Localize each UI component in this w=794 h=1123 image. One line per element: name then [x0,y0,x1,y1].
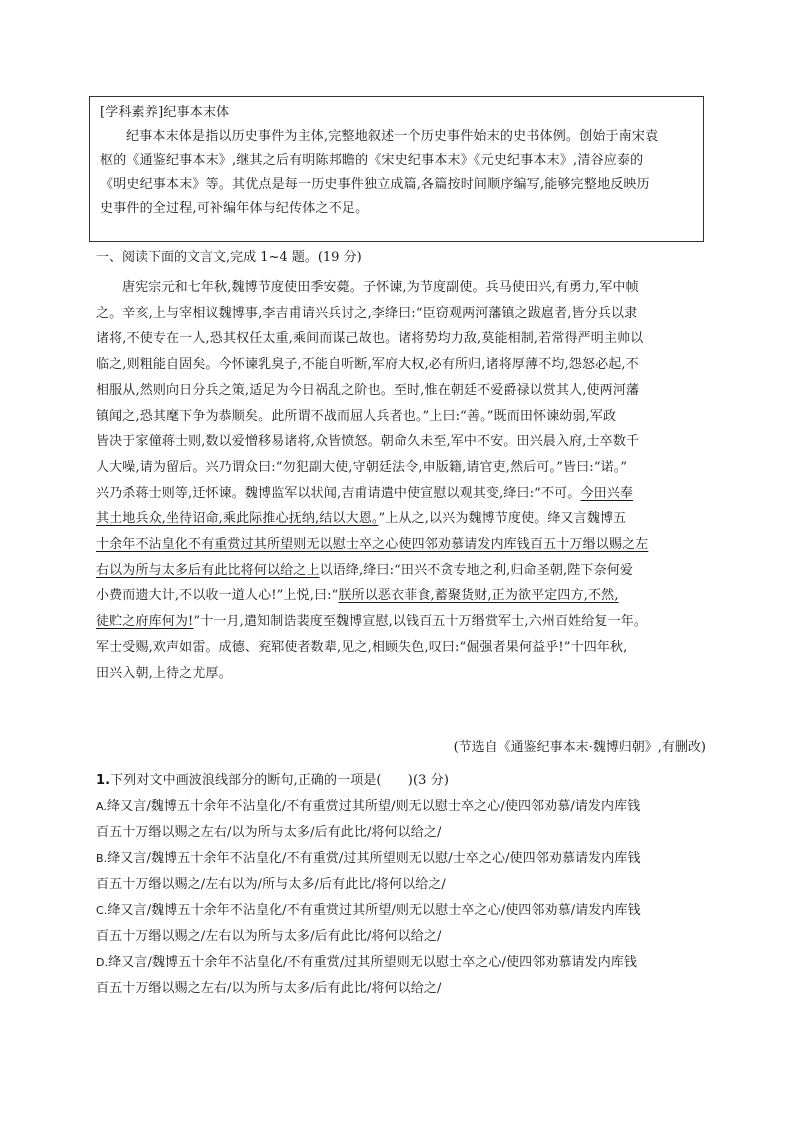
underlined-segment: 其土地兵众,坐待诏命,乘此际推心抚纳,结以大恩。 [96,511,379,527]
passage-line [96,326,706,352]
passage-text: 以语绛,绛曰:“田兴不贪专地之利,归命圣朝,陛下奈何爱 [319,562,634,578]
option-d-line2: 百五十万缗以赐之左右/以为所与太多/后有此比/将何以给之/ [96,981,442,996]
option-c-line1[interactable]: C.绛又言/魏博五十余年不沾皇化/不有重赏过其所望/则无以慰士卒之心/使四邻劝慕/请发内库钱 [96,903,641,918]
passage-text: 兴乃杀蒋士则等,迁怀谏。魏博监军以状闻,吉甫请遣中使宣慰以观其变,绛曰:“不可。 [96,485,581,501]
passage-line [96,404,706,430]
passage-text: ”十一月,遣知制诰裴度至魏博宣慰,以钱百五十万缗赏军士,六州百姓给复一年。 [193,614,648,630]
passage-line [96,635,706,661]
question-stem-text: 下列对文中画波浪线部分的断句,正确的一项是( )(3 分) [110,773,450,788]
option-letter: B. [96,852,108,865]
classical-chinese-passage [96,275,706,686]
passage-text: 诸将,不使专在一人,恐其权任太重,乘间而谋己故也。诸将势均力敌,莫能相制,若常得严明主帅以 [96,331,644,347]
question-number: 1. [96,773,111,788]
box-line: 纪事本末体是指以历史事件为主体,完整地叙述一个历史事件始末的史书体例。创始于南宋袁 [126,129,659,144]
passage-text: 之。辛亥,上与宰相议魏博事,李吉甫请兴兵讨之,李绛曰:“臣窃观两河藩镇之跋扈者,皆分兵以隶 [96,305,638,321]
passage-text: 皆决于家僮蒋士则,数以爱憎移易诸将,众皆愤怒。朝命久未至,军中不安。田兴晨入府,士卒数千 [96,434,640,450]
option-b-line2: 百五十万缗以赐之/左右以为/所与太多/后有此比/将何以给之/ [96,877,446,892]
option-d-line1[interactable]: D.绛又言/魏博五十余年不沾皇化/不有重赏/过其所望则无以慰士卒之心/使四邻劝慕请发内库钱 [96,955,637,970]
section-heading: 一、阅读下面的文言文,完成 1~4 题。(19 分) [96,250,362,265]
passage-line [96,558,706,584]
passage-text: 临之,则粗能自固矣。今怀谏乳臭子,不能自听断,军府大权,必有所归,诸将厚薄不均,怨怒必起,不 [96,357,639,373]
passage-text: 小费而遗大计,不以收一道人心!”上悦,曰:“ [96,588,339,604]
passage-text: ”上从之,以兴为魏博节度使。绛又言魏博五 [378,511,627,527]
passage-line [96,609,706,635]
passage-line [96,506,706,532]
box-title: [学科素养]纪事本末体 [100,105,230,120]
underlined-segment: 今田兴奉 [580,485,634,501]
option-letter: D. [96,956,109,969]
passage-text: 田兴入朝,上待之尤厚。 [96,665,232,681]
box-line: 史事件的全过程,可补编年体与纪传体之不足。 [100,201,369,216]
box-line: 《明史纪事本末》等。其优点是每一历史事件独立成篇,各篇按时间顺序编写,能够完整地反映历 [100,177,650,192]
passage-line [96,429,706,455]
option-letter: A. [96,800,108,813]
passage-line [96,455,706,481]
passage-text: 人大噪,请为留后。兴乃谓众曰:“勿犯副大使,守朝廷法令,申版籍,请官吏,然后可。”皆曰:“诺。” [96,459,628,475]
passage-source: (节选自《通鉴纪事本末·魏博归朝》,有删改) [453,740,706,755]
underlined-segment: 十余年不沾皇化不有重赏过其所望则无以慰士卒之心使四邻劝慕请发内库钱百五十万缗以赐之左 [96,537,649,553]
passage-text: 唐宪宗元和七年秋,魏博节度使田季安薨。子怀谏,为节度副使。兵马使田兴,有勇力,军中帧 [122,280,639,295]
passage-line [96,661,706,687]
passage-text: 军士受赐,欢声如雷。成德、兖郓使者数辈,见之,相顾失色,叹曰:“倔强者果何益乎!”十四年秋, [96,639,628,655]
question-stem [96,768,706,794]
option-b-line1[interactable]: B.绛又言/魏博五十余年不沾皇化/不有重赏/过其所望则无以慰/士卒之心/使四邻劝慕请发内库钱 [96,851,641,866]
box-line: 枢的《通鉴纪事本末》,继其之后有明陈邦瞻的《宋史纪事本末》《元史纪事本末》,清谷应泰的 [100,153,644,168]
option-letter: C. [96,904,108,917]
option-c-line2: 百五十万缗以赐之/左右以为所与太多/后有此比/将何以给之/ [96,929,442,944]
passage-line [96,532,706,558]
passage-text: 相服从,然则向日分兵之策,适足为今日祸乱之阶也。至时,惟在朝廷不爱爵禄以赏其人,使两河藩 [96,382,640,398]
passage-line [96,481,706,507]
option-a-line1[interactable]: A.绛又言/魏博五十余年不沾皇化/不有重赏过其所望/则无以慰士卒之心/使四邻劝慕/请发内库钱 [96,799,641,814]
passage-line [96,378,706,404]
passage-line [96,352,706,378]
discipline-literacy-box [89,96,704,242]
question-1 [96,768,706,1002]
passage-line [96,301,706,327]
underlined-segment: 右以为所与太多后有此比将何以给之上 [96,562,320,578]
underlined-segment: 朕所以恶衣菲食,蓄聚货财,正为欲平定四方,不然, [338,588,619,604]
passage-line [96,275,706,301]
underlined-segment: 徒贮之府库何为! [96,614,194,630]
passage-text: 镇闻之,恐其麾下争为恭顺矣。此所谓不战而屈人兵者也。”上曰:“善。”既而田怀谏幼弱,军政 [96,408,617,424]
option-a-line2: 百五十万缗以赐之左右/以为所与太多/后有此比/将何以给之/ [96,825,442,840]
passage-line [96,583,706,609]
